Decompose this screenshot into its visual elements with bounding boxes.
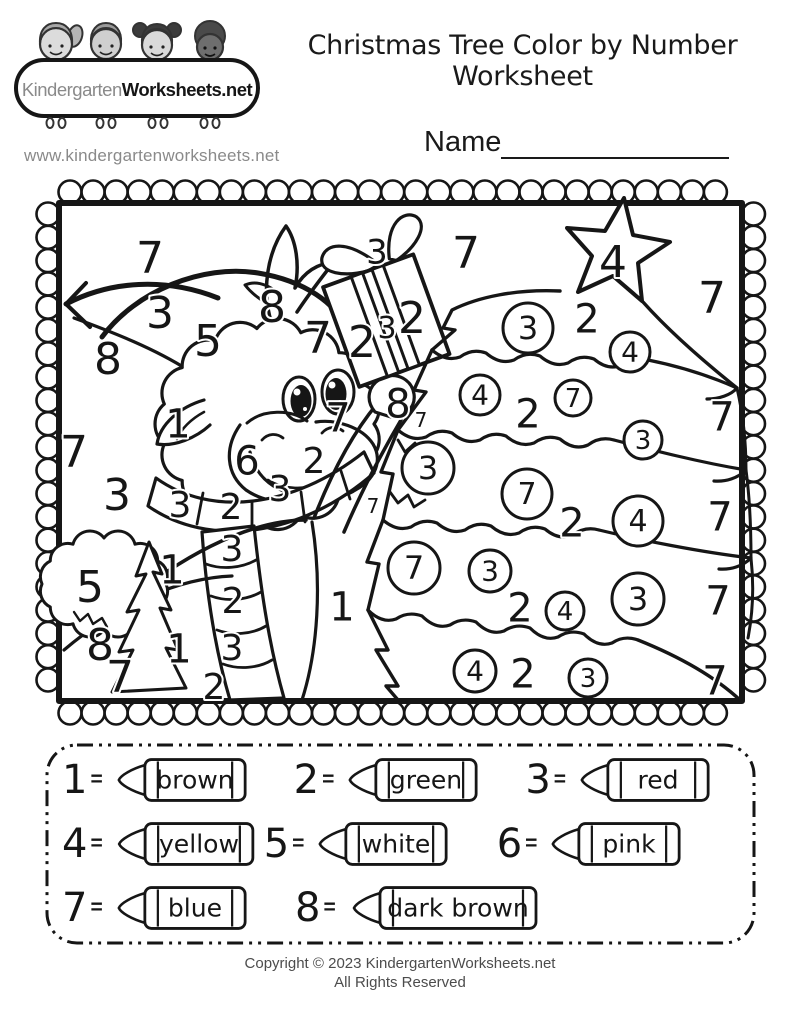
color-number: 7 [403,548,425,587]
color-number: 7 [136,232,164,284]
color-number: 2 [574,296,600,343]
color-number: 6 [234,438,260,485]
color-number: 2 [221,581,245,623]
color-number: 3 [417,448,439,487]
crayon-color-label: brown [156,765,234,795]
key-number: 2 [293,757,320,803]
equals-sign: = [90,896,103,919]
crayon-color-label: green [390,765,463,795]
crayon-icon [108,754,256,806]
key-item [264,818,497,870]
key-number: 3 [525,757,551,803]
name-blank-line [501,127,729,159]
crayon-color-label: red [637,765,679,795]
color-number: 8 [385,381,411,428]
color-number: 4 [556,596,574,627]
color-number: 3 [627,579,649,618]
kid-boy-curly-icon [195,21,225,60]
color-number: 5 [76,561,104,613]
color-number: 3 [377,311,397,347]
color-number: 2 [348,316,376,368]
color-number: 2 [302,441,326,483]
color-number: 2 [219,487,243,529]
crayon-icon [309,818,457,870]
crayon-color-label: white [362,829,431,859]
color-number: 7 [106,651,134,703]
logo-kids-feet [47,118,220,128]
color-number: 3 [146,287,174,339]
equals-sign: = [553,768,567,791]
color-number: 7 [705,578,731,625]
coloring-picture [30,178,770,730]
key-row [44,748,757,812]
key-number: 7 [62,885,88,931]
key-number: 6 [496,821,523,867]
color-number: 5 [194,315,222,367]
color-number: 3 [220,529,244,571]
key-item [525,754,757,806]
key-item [497,818,730,870]
site-logo [12,12,262,142]
color-number: 2 [515,391,541,438]
crayon-color-label: blue [167,893,222,923]
color-number: 3 [268,469,292,511]
name-label: Name [424,126,502,158]
color-number: 7 [304,312,332,364]
equals-sign: = [292,832,305,855]
color-number: 8 [94,333,122,385]
color-number: 7 [564,383,582,414]
color-number: 7 [325,395,351,442]
color-number: 3 [481,554,499,588]
crayon-icon [108,882,256,934]
color-number: 2 [507,585,533,632]
key-item [295,882,549,934]
key-number: 4 [62,821,88,867]
copyright-line: Copyright © 2023 KindergartenWorksheets.net [244,955,556,972]
color-number: 7 [517,477,537,513]
color-key [44,742,757,946]
color-number: 7 [60,426,88,478]
key-row [44,812,757,876]
color-number: 8 [86,619,114,671]
color-number: 1 [329,584,355,631]
color-number: 2 [559,500,585,547]
key-item [62,818,264,870]
color-number: 7 [698,272,726,324]
kid-girl-ponytail-icon [40,23,85,60]
color-number: 7 [414,407,428,432]
color-number: 7 [709,394,735,441]
color-number: 4 [466,654,484,688]
page-title: Christmas Tree Color by Number Worksheet [307,30,738,92]
copyright-footer [0,954,800,992]
color-number: 3 [366,232,388,273]
crayon-icon [341,882,549,934]
color-number: 3 [103,469,131,521]
key-number: 8 [295,885,321,931]
color-number: 3 [220,628,244,670]
kid-boy-bowl-icon [91,23,121,59]
color-number: 3 [634,425,652,456]
equals-sign: = [90,832,103,855]
crayon-color-label: pink [602,829,657,859]
equals-sign: = [90,768,103,791]
crayon-icon [571,754,719,806]
equals-sign: = [322,768,335,791]
color-number: 3 [579,663,597,694]
key-item [294,754,526,806]
color-number: 2 [510,651,536,698]
color-number: 2 [202,667,226,709]
crayon-icon [339,754,487,806]
color-number: 7 [707,494,733,541]
color-number: 1 [166,626,192,673]
color-number: 4 [628,504,648,540]
color-number: 4 [621,335,639,369]
color-number: 7 [366,493,380,518]
key-item [62,882,295,934]
color-number: 1 [165,401,191,448]
name-field [424,126,729,159]
color-number: 3 [168,485,192,527]
equals-sign: = [525,832,538,855]
color-number: 7 [702,658,728,705]
color-number: 2 [398,292,426,344]
crayon-color-label: dark brown [387,893,529,923]
color-number: 7 [452,227,480,279]
color-number: 4 [471,378,489,412]
crayon-icon [108,818,264,870]
equals-sign: = [323,896,336,919]
color-number: 1 [159,547,185,594]
key-number: 1 [62,757,88,803]
website-url: www.kindergartenworksheets.net [24,146,280,165]
color-number: 4 [599,236,627,288]
logo-kids-art [12,12,262,142]
crayon-icon [542,818,690,870]
crayon-color-label: yellow [158,829,239,859]
color-number: 8 [258,281,286,333]
color-number: 3 [517,308,539,347]
logo-brand-text: KindergartenWorksheets.net [21,79,253,100]
key-row [44,876,757,940]
kid-girl-pigtails-icon [133,23,181,60]
rights-line: All Rights Reserved [334,974,466,991]
key-number: 5 [263,821,290,867]
key-item [62,754,294,806]
